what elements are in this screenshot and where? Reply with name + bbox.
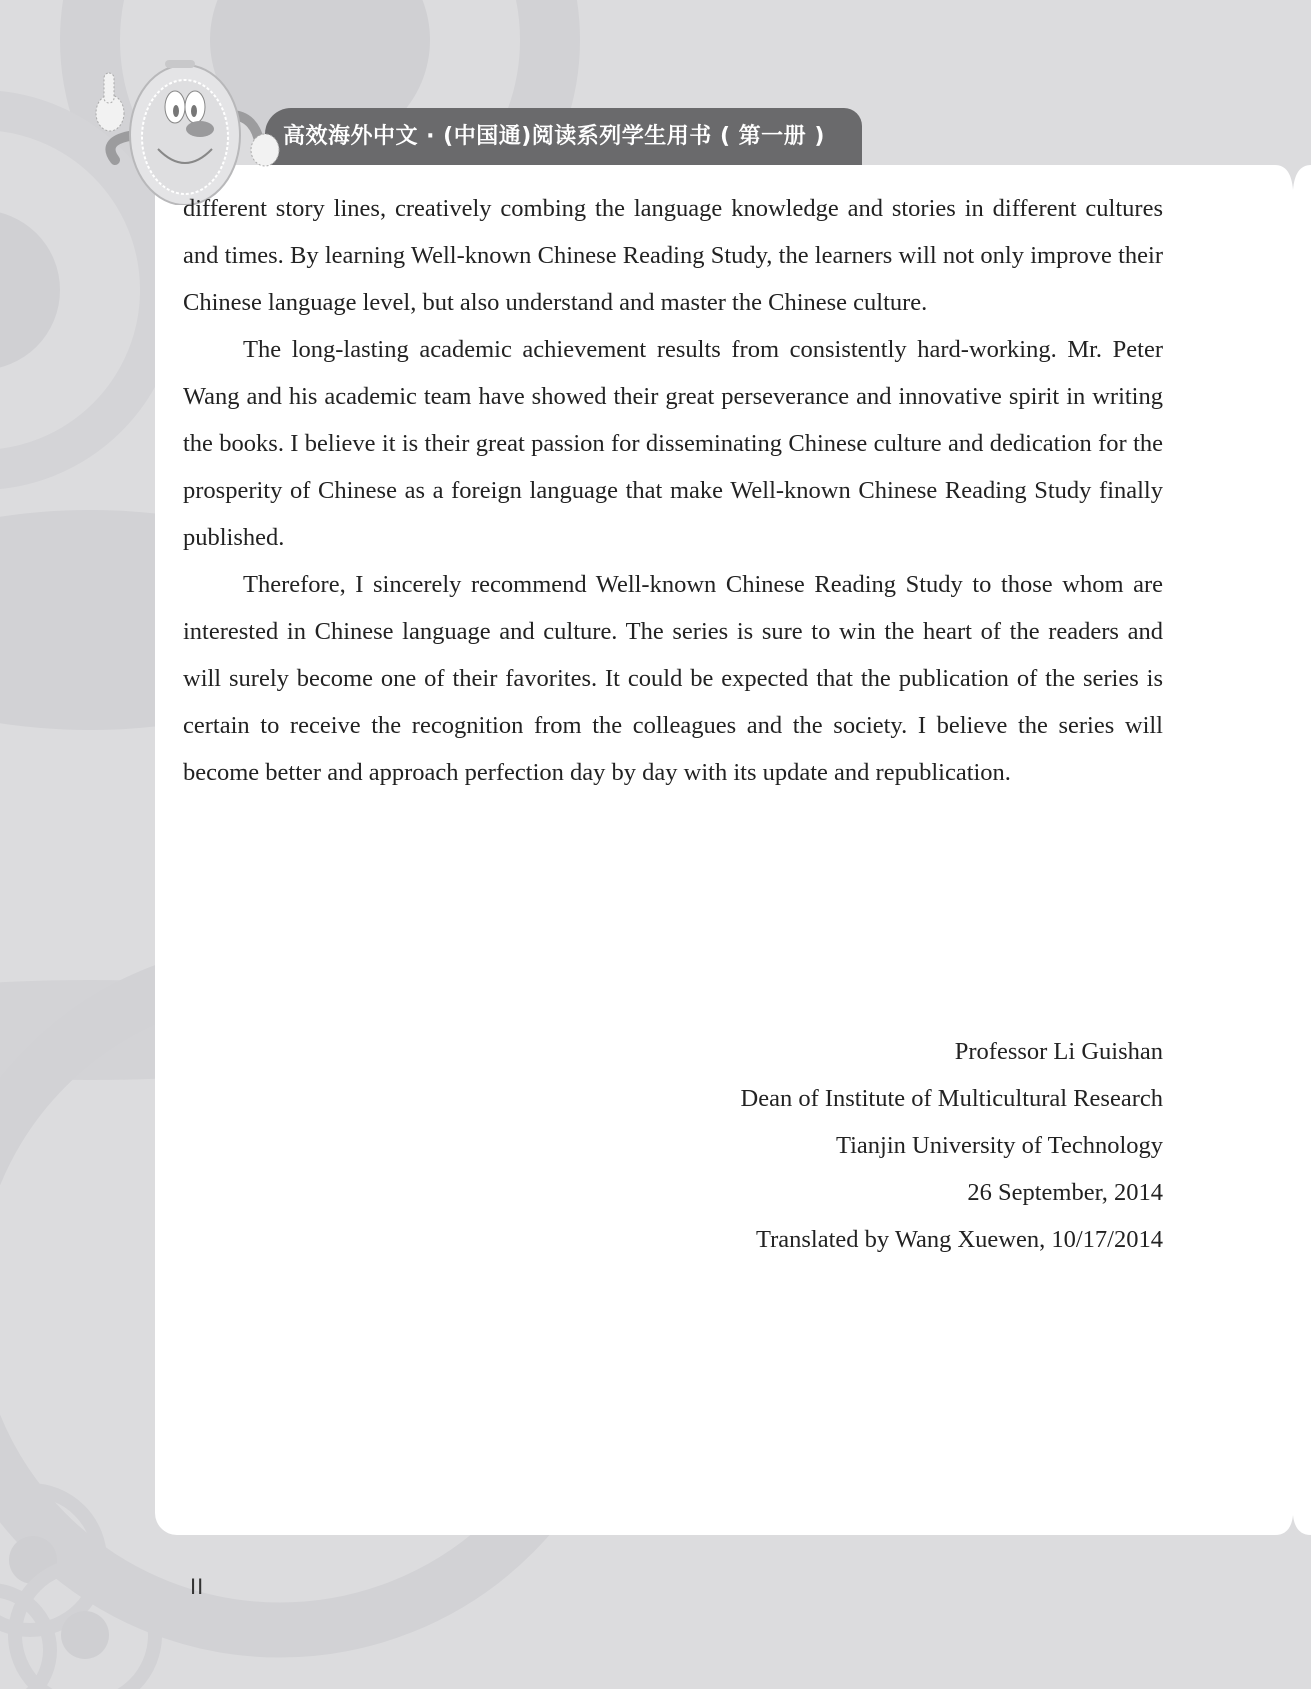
signer-institution: Tianjin University of Technology xyxy=(836,1132,1163,1159)
panel-corner-notch-bottom xyxy=(1275,1512,1311,1548)
signer-title: Dean of Institute of Multicultural Research xyxy=(740,1085,1163,1112)
foreword-body xyxy=(183,185,1163,796)
clock-mascot-icon xyxy=(80,45,280,205)
translator-credit: Translated by Wang Xuewen, 10/17/2014 xyxy=(755,1226,1163,1253)
page-number: II xyxy=(190,1574,205,1599)
paragraph-continued: different story lines, creatively combing the language knowledge and stories in different cultures and times. By learning Well-known Chinese Reading Study, the learners will not only improve their Chinese language level, but also understand and master the Chinese culture. xyxy=(183,195,1163,316)
series-title-banner xyxy=(265,108,862,165)
signer-name: Professor Li Guishan xyxy=(954,1038,1163,1065)
panel-corner-notch-top xyxy=(1275,160,1311,196)
signature-block xyxy=(741,1028,1164,1263)
paragraph: The long-lasting academic achievement results from consistently hard-working. Mr. Peter Wang and his academic team have showed their great perseverance and innovative spirit in writing the books. I believe it is their great passion for disseminating Chinese culture and dedication for the prosperity of Chinese as a foreign language that make Well-known Chinese Reading Study finally published. xyxy=(183,336,1163,551)
paragraph: Therefore, I sincerely recommend Well-known Chinese Reading Study to those whom are interested in Chinese language and culture. The series is sure to win the heart of the readers and will surely become one of their favorites. It could be expected that the publication of the series is certain to receive the recognition from the colleagues and the society. I believe the series will become better and approach perfection day by day with its update and republication. xyxy=(183,571,1163,786)
signature-date: 26 September, 2014 xyxy=(967,1179,1163,1206)
series-title: 高效海外中文 · (中国通)阅读系列学生用书 ( 第一册 ) xyxy=(283,124,825,149)
